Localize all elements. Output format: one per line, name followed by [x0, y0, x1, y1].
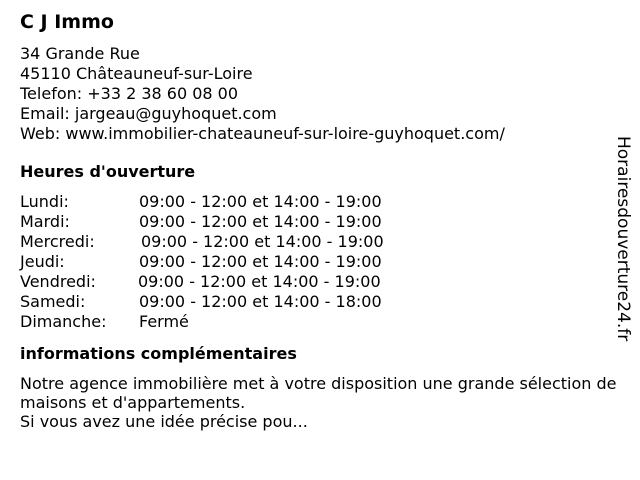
additional-info-heading: informations complémentaires [20, 344, 297, 363]
day-hours: 09:00 - 12:00 et 14:00 - 19:00 [138, 272, 381, 291]
info-truncated: Si vous avez une idée précise pou... [20, 412, 308, 431]
hours-row-tuesday [20, 212, 620, 232]
opening-hours-table [20, 192, 620, 332]
phone-line: Telefon: +33 2 38 60 08 00 [20, 84, 239, 103]
day-hours: 09:00 - 12:00 et 14:00 - 19:00 [139, 212, 382, 231]
day-hours: 09:00 - 12:00 et 14:00 - 19:00 [139, 252, 382, 271]
day-label: Lundi: [20, 192, 69, 211]
agency-listing [20, 10, 620, 431]
site-watermark: Horairesdouverture24.fr [613, 136, 633, 342]
day-label: Jeudi: [20, 252, 65, 271]
email-line: Email: jargeau@guyhoquet.com [20, 104, 277, 123]
info-description: Notre agence immobilière met à votre disposition une grande sélection de maisons et d'appartements. [20, 374, 617, 412]
website-line: Web: www.immobilier-chateauneuf-sur-loire-guyhoquet.com/ [20, 124, 505, 143]
day-label: Dimanche: [20, 312, 107, 331]
opening-hours-heading: Heures d'ouverture [20, 162, 196, 181]
day-hours: 09:00 - 12:00 et 14:00 - 19:00 [141, 232, 384, 251]
hours-row-saturday [20, 292, 620, 312]
day-hours: 09:00 - 12:00 et 14:00 - 18:00 [139, 292, 382, 311]
day-hours: 09:00 - 12:00 et 14:00 - 19:00 [139, 192, 382, 211]
hours-row-wednesday [20, 232, 620, 252]
agency-name: C J Immo [20, 11, 114, 33]
day-label: Samedi: [20, 292, 86, 311]
day-hours: Fermé [139, 312, 189, 331]
day-label: Mardi: [20, 212, 70, 231]
city-address: 45110 Châteauneuf-sur-Loire [20, 64, 253, 83]
hours-row-thursday [20, 252, 620, 272]
hours-row-friday [20, 272, 620, 292]
hours-row-sunday [20, 312, 620, 332]
day-label: Mercredi: [20, 232, 95, 251]
hours-row-monday [20, 192, 620, 212]
contact-block [20, 44, 620, 144]
additional-info-text [20, 374, 620, 431]
street-address: 34 Grande Rue [20, 44, 140, 63]
day-label: Vendredi: [20, 272, 96, 291]
